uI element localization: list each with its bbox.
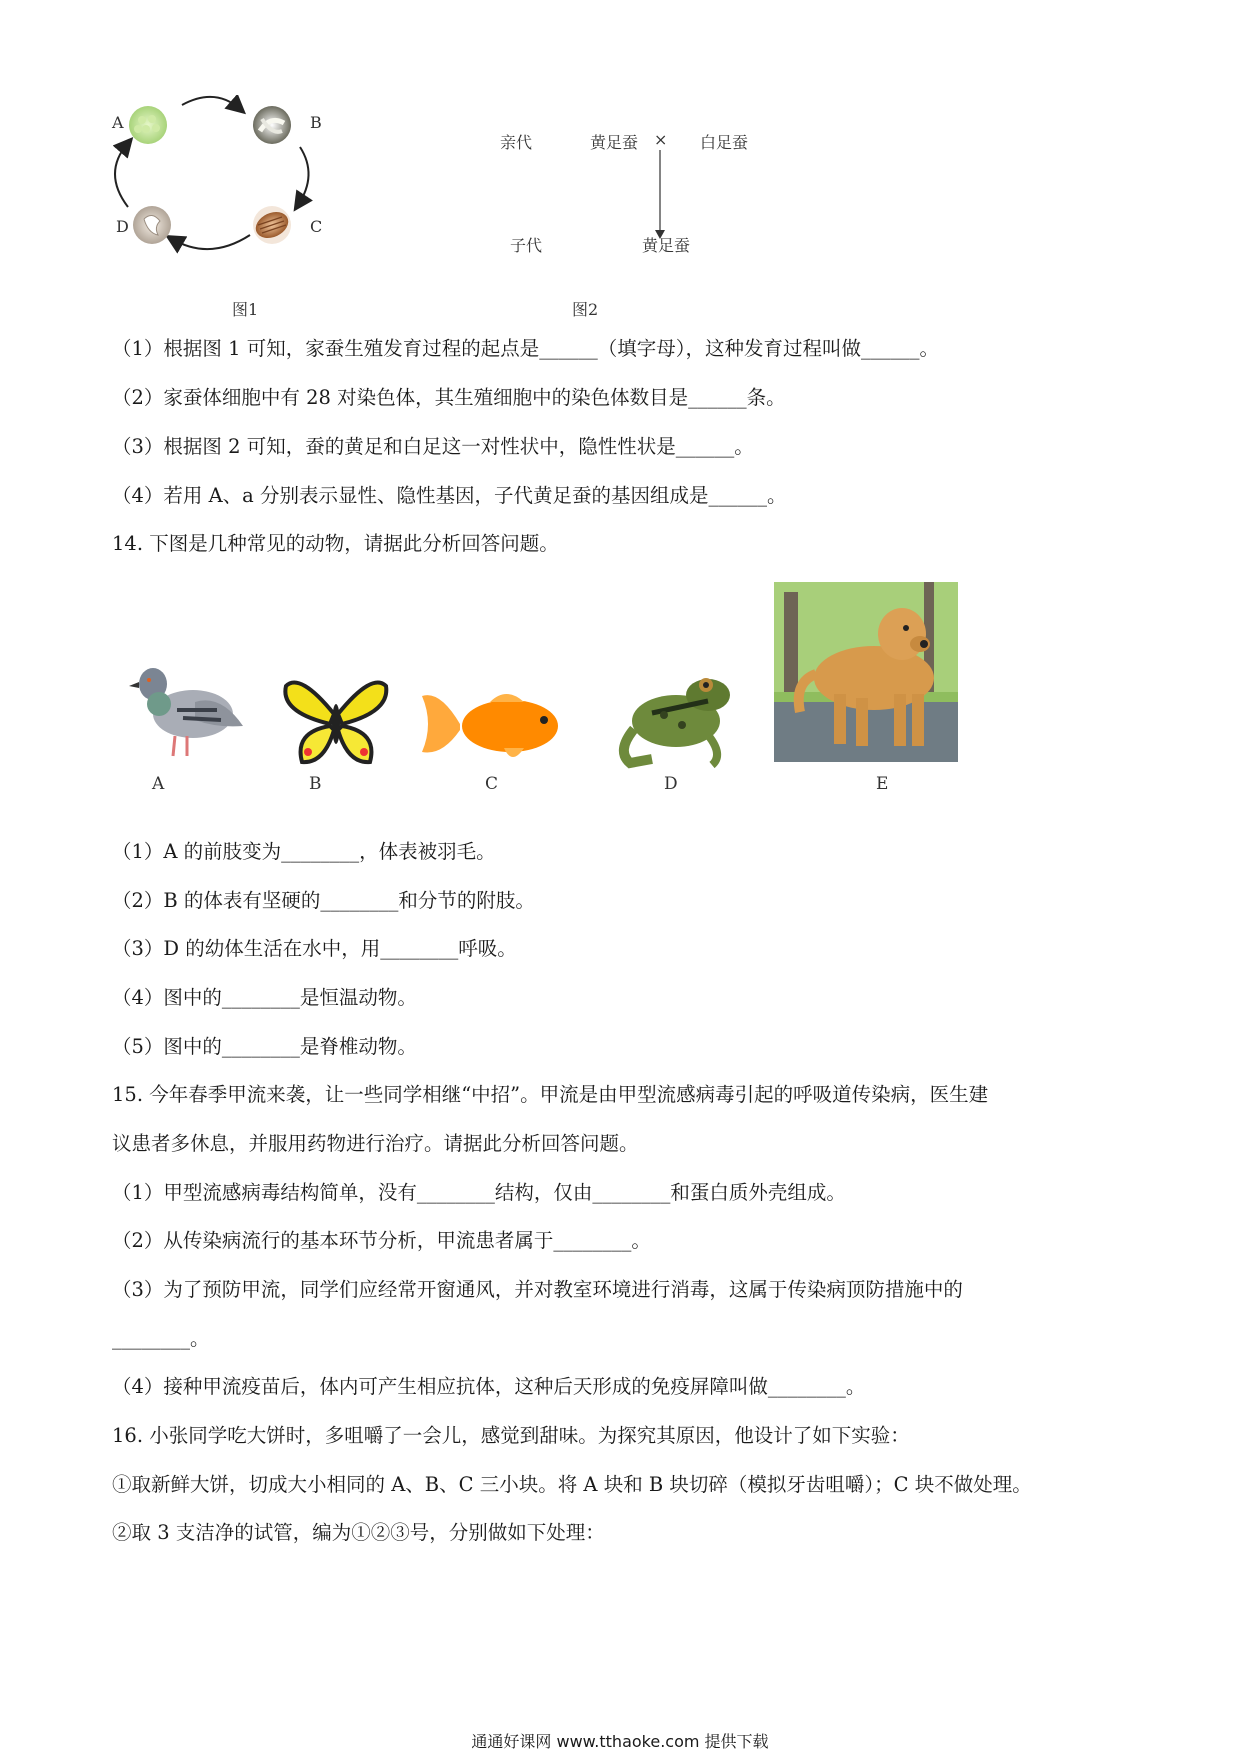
label-a: A xyxy=(112,113,124,132)
q13-item-2: （2）家蚕体细胞中有 28 对染色体，其生殖细胞中的染色体数目是______条。 xyxy=(112,386,786,409)
q15-item-3: （3）为了预防甲流，同学们应经常开窗通风，并对教室环境进行消毒，这属于传染病顶防措施中的 xyxy=(112,1278,963,1301)
q14-item-5: （5）图中的________是脊椎动物。 xyxy=(112,1035,417,1058)
footer-source: 通通好课网 www.tthaoke.com 提供下载 xyxy=(471,1732,769,1751)
q16-title: 16. 小张同学吃大饼时，多咀嚼了一会儿，感觉到甜味。为探究其原因，他设计了如下实验： xyxy=(112,1424,910,1447)
arrow-d-to-a xyxy=(115,143,128,207)
figure-1-caption: 图1 xyxy=(232,300,259,319)
q15-item-4: （4）接种甲流疫苗后，体内可产生相应抗体，这种后天形成的免疫屏障叫做________。 xyxy=(112,1375,866,1398)
adult-stage-image xyxy=(133,206,171,244)
cross-symbol: × xyxy=(654,130,668,149)
q13-item-1: （1）根据图 1 可知，家蚕生殖发育过程的起点是______（填字母），这种发育过程叫做______。 xyxy=(112,337,939,360)
label-d: D xyxy=(116,217,129,236)
q15-item-2: （2）从传染病流行的基本环节分析，甲流患者属于________。 xyxy=(112,1229,651,1252)
q15-item-3-blank: ________。 xyxy=(112,1327,210,1350)
animal-label-b: B xyxy=(309,774,322,794)
q14-item-3: （3）D 的幼体生活在水中，用________呼吸。 xyxy=(112,937,517,960)
figure-1 xyxy=(100,95,360,295)
q15-title-line-1: 15. 今年春季甲流来袭，让一些同学相继“中招”。甲流是由甲型流感病毒引起的呼吸道传染病，医生建 xyxy=(112,1083,989,1106)
dog-image xyxy=(774,582,958,762)
q16-step-2: ②取 3 支洁净的试管，编为①②③号，分别做如下处理： xyxy=(112,1521,605,1544)
animal-label-e: E xyxy=(876,774,889,794)
q14-title: 14. 下图是几种常见的动物，请据此分析回答问题。 xyxy=(112,532,559,555)
frog-image xyxy=(612,665,742,775)
parent-white: 白足蚕 xyxy=(700,133,749,152)
figure-2-caption: 图2 xyxy=(572,300,599,319)
label-b: B xyxy=(310,113,322,132)
arrow-c-to-d xyxy=(172,235,250,249)
label-c: C xyxy=(310,217,323,236)
q13-item-3: （3）根据图 2 可知，蚕的黄足和白足这一对性状中，隐性性状是______。 xyxy=(112,435,754,458)
arrow-b-to-c xyxy=(298,147,309,205)
butterfly-image xyxy=(280,672,390,772)
pigeon-image xyxy=(125,650,255,770)
arrow-a-to-b xyxy=(182,97,240,109)
child-yellow: 黄足蚕 xyxy=(642,236,691,255)
q13-item-4: （4）若用 A、a 分别表示显性、隐性基因，子代黄足蚕的基因组成是______。 xyxy=(112,484,787,507)
animal-label-d: D xyxy=(664,774,678,794)
q14-item-1: （1）A 的前肢变为________，体表被羽毛。 xyxy=(112,840,496,863)
parent-yellow: 黄足蚕 xyxy=(590,133,639,152)
animal-label-a: A xyxy=(152,774,165,794)
q14-item-4: （4）图中的________是恒温动物。 xyxy=(112,986,417,1009)
egg-stage-image xyxy=(129,106,167,144)
goldfish-image xyxy=(420,680,570,770)
q15-item-1: （1）甲型流感病毒结构简单，没有________结构，仅由________和蛋白质外壳组成。 xyxy=(112,1181,846,1204)
child-label: 子代 xyxy=(510,236,543,255)
figure-2 xyxy=(480,120,780,270)
q15-title-line-2: 议患者多休息，并服用药物进行治疗。请据此分析回答问题。 xyxy=(112,1132,639,1155)
pupa-stage-image xyxy=(252,206,293,244)
q16-step-1: ①取新鲜大饼，切成大小相同的 A、B、C 三小块。将 A 块和 B 块切碎（模拟牙齿咀嚼）；C 块不做处理。 xyxy=(112,1473,1032,1496)
cross-arrow xyxy=(650,148,670,240)
q14-item-2: （2）B 的体表有坚硬的________和分节的附肢。 xyxy=(112,889,535,912)
larva-stage-image xyxy=(253,106,291,144)
parent-label: 亲代 xyxy=(500,133,533,152)
animal-label-c: C xyxy=(485,774,499,794)
